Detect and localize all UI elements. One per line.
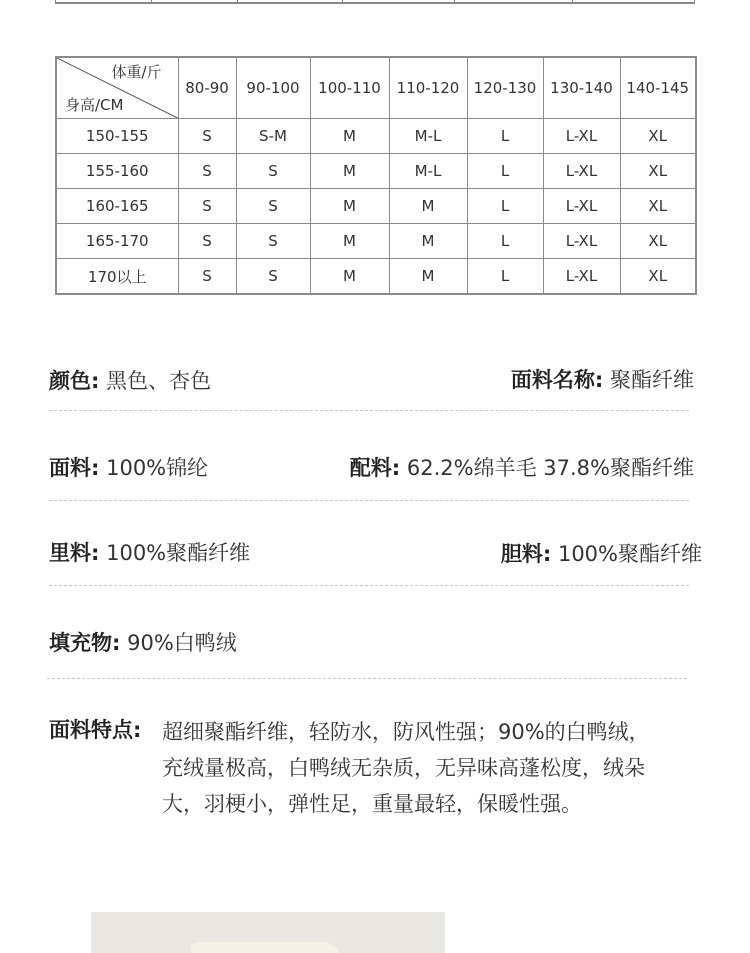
fabric-name-value: 聚酯纤维 bbox=[610, 368, 694, 392]
weight-range-header: 100-110 bbox=[310, 57, 389, 119]
size-cell: XL bbox=[620, 119, 696, 154]
auxiliary-info bbox=[350, 452, 694, 482]
height-range-cell: 155-160 bbox=[56, 154, 178, 189]
inner-lining-value: 100%聚酯纤维 bbox=[557, 542, 702, 566]
size-cell: L-XL bbox=[543, 154, 620, 189]
fabric-label: 面料: bbox=[49, 456, 100, 480]
fabric-name-label: 面料名称: bbox=[510, 368, 604, 392]
features-label: 面料特点: bbox=[49, 718, 142, 742]
height-range-cell: 150-155 bbox=[56, 119, 178, 154]
size-cell: L bbox=[467, 259, 543, 295]
previous-table-bottom-edge bbox=[55, 0, 695, 4]
fabric-name-info bbox=[511, 364, 694, 394]
weight-range-header: 80-90 bbox=[178, 57, 236, 119]
size-cell: S bbox=[178, 154, 236, 189]
size-cell: XL bbox=[620, 189, 696, 224]
size-cell: S bbox=[178, 119, 236, 154]
size-cell: XL bbox=[620, 224, 696, 259]
features-text: 超细聚酯纤维，轻防水，防风性强；90%的白鸭绒，充绒量极高，白鸭绒无杂质，无异味高蓬松度，绒朵大，羽梗小，弹性足，重量最轻，保暖性强。 bbox=[162, 720, 650, 816]
weight-range-header: 140-145 bbox=[620, 57, 696, 119]
size-cell: M bbox=[310, 224, 389, 259]
divider bbox=[49, 585, 689, 586]
size-cell: L-XL bbox=[543, 119, 620, 154]
divider bbox=[47, 678, 687, 679]
fabric-value: 100%锦纶 bbox=[106, 456, 209, 480]
color-value: 黑色、杏色 bbox=[106, 369, 212, 393]
divider bbox=[49, 410, 689, 411]
height-range-cell: 160-165 bbox=[56, 189, 178, 224]
size-cell: L bbox=[467, 119, 543, 154]
auxiliary-value: 62.2%绵羊毛 37.8%聚酯纤维 bbox=[406, 456, 694, 480]
down-jacket-image bbox=[191, 942, 341, 953]
height-axis-label: 身高/CM bbox=[65, 96, 124, 114]
fabric-info bbox=[49, 452, 208, 482]
size-cell: S-M bbox=[236, 119, 310, 154]
filling-label: 填充物: bbox=[49, 631, 121, 655]
size-cell: L-XL bbox=[543, 224, 620, 259]
size-chart-corner-cell bbox=[56, 57, 178, 119]
size-cell: L bbox=[467, 224, 543, 259]
color-label: 颜色: bbox=[49, 369, 100, 393]
size-cell: S bbox=[236, 154, 310, 189]
size-cell: XL bbox=[620, 259, 696, 295]
size-cell: M bbox=[389, 224, 467, 259]
auxiliary-label: 配料: bbox=[349, 456, 401, 480]
lining-info bbox=[49, 537, 250, 567]
size-cell: L bbox=[467, 189, 543, 224]
size-cell: XL bbox=[620, 154, 696, 189]
size-cell: S bbox=[236, 189, 310, 224]
height-range-cell: 170以上 bbox=[56, 259, 178, 295]
size-cell: M-L bbox=[389, 154, 467, 189]
filling-value: 90%白鸭绒 bbox=[127, 631, 237, 655]
weight-range-header: 130-140 bbox=[543, 57, 620, 119]
size-cell: L-XL bbox=[543, 259, 620, 295]
divider bbox=[49, 500, 689, 501]
size-cell: M bbox=[310, 154, 389, 189]
table-row bbox=[56, 119, 696, 154]
table-row bbox=[56, 259, 696, 295]
size-cell: S bbox=[178, 189, 236, 224]
color-info bbox=[49, 365, 211, 395]
weight-axis-label: 体重/斤 bbox=[111, 63, 162, 81]
table-row bbox=[56, 154, 696, 189]
product-photo bbox=[91, 912, 445, 953]
size-chart-header-row bbox=[56, 57, 696, 119]
lining-label: 里料: bbox=[49, 541, 100, 565]
table-row bbox=[56, 224, 696, 259]
inner-lining-info bbox=[501, 538, 702, 568]
filling-info bbox=[49, 627, 237, 657]
size-cell: L bbox=[467, 154, 543, 189]
size-cell: M bbox=[310, 189, 389, 224]
size-cell: L-XL bbox=[543, 189, 620, 224]
size-cell: S bbox=[236, 224, 310, 259]
weight-range-header: 90-100 bbox=[236, 57, 310, 119]
height-range-cell: 165-170 bbox=[56, 224, 178, 259]
size-cell: S bbox=[178, 224, 236, 259]
size-cell: M bbox=[389, 189, 467, 224]
weight-range-header: 120-130 bbox=[467, 57, 543, 119]
table-row bbox=[56, 189, 696, 224]
size-cell: M-L bbox=[389, 119, 467, 154]
inner-lining-label: 胆料: bbox=[500, 542, 552, 566]
weight-range-header: 110-120 bbox=[389, 57, 467, 119]
size-cell: M bbox=[389, 259, 467, 295]
size-cell: S bbox=[236, 259, 310, 295]
size-chart-table bbox=[55, 56, 697, 295]
size-cell: M bbox=[310, 259, 389, 295]
size-cell: S bbox=[178, 259, 236, 295]
size-cell: M bbox=[310, 119, 389, 154]
lining-value: 100%聚酯纤维 bbox=[106, 541, 251, 565]
